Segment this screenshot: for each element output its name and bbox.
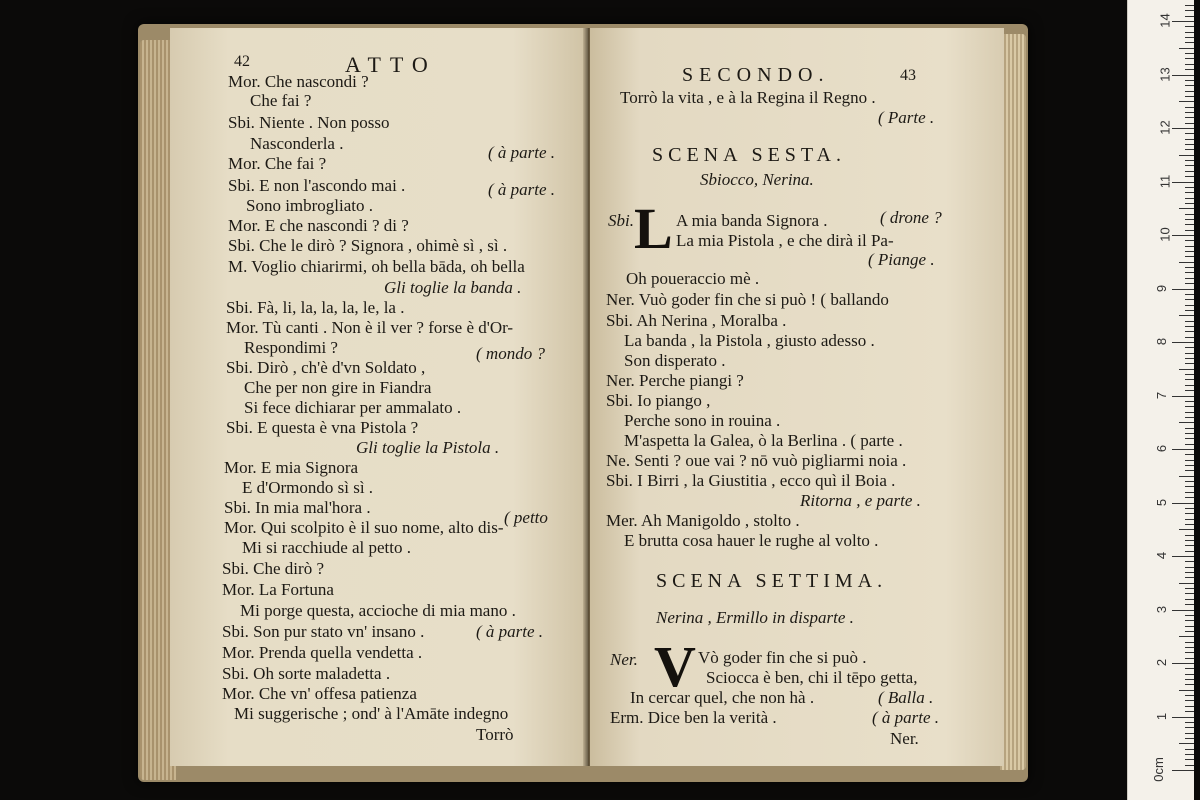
- page-number: 42: [234, 53, 250, 70]
- ruler-tick: [1185, 337, 1194, 338]
- text-line: Mer. Ah Manigoldo , stolto .: [606, 511, 800, 530]
- ruler-tick: [1185, 251, 1194, 252]
- ruler-tick: [1185, 593, 1194, 594]
- ruler-tick: [1172, 396, 1194, 397]
- ruler-tick: [1185, 326, 1194, 327]
- ruler-tick: [1179, 422, 1194, 423]
- ruler-label: 0cm: [1150, 757, 1166, 782]
- ruler-tick: [1179, 529, 1194, 530]
- ruler-tick: [1185, 551, 1194, 552]
- ruler-tick: [1185, 187, 1194, 188]
- ruler-label: 4: [1154, 551, 1170, 560]
- ruler-tick: [1185, 246, 1194, 247]
- ruler-tick: [1185, 240, 1194, 241]
- ruler-tick: [1185, 176, 1194, 177]
- ruler-tick: [1185, 133, 1194, 134]
- text-line: Sbi. I Birri , la Giustitia , ecco quì il Boia .: [606, 471, 896, 490]
- ruler-tick: [1185, 444, 1194, 445]
- ruler-tick: [1179, 743, 1194, 744]
- text-line: Mor. Che fai ?: [228, 154, 327, 173]
- text-line: M. Voglio chiarirmi, oh bella bāda, oh bella: [228, 257, 525, 276]
- ruler-tick: [1185, 37, 1194, 38]
- running-head: SECONDO.: [682, 64, 830, 86]
- text-line: Sciocca è ben, chi il tēpo getta,: [706, 668, 918, 687]
- ruler-tick: [1185, 160, 1194, 161]
- ruler-tick: [1185, 85, 1194, 86]
- stage-direction: ( Balla .: [878, 688, 934, 707]
- ruler-label: 10: [1157, 227, 1173, 242]
- ruler-tick: [1185, 561, 1194, 562]
- text-line: Ner. Vuò goder fin che si può ! ( ballando: [606, 290, 889, 309]
- text-line: Che per non gire in Fiandra: [244, 378, 432, 397]
- ruler-tick: [1185, 171, 1194, 172]
- ruler-tick: [1172, 289, 1194, 290]
- text-line: Sbi. Che dirò ?: [222, 559, 324, 578]
- ruler-tick: [1185, 631, 1194, 632]
- stage-direction: ( à parte .: [488, 143, 556, 162]
- ruler-tick: [1172, 663, 1194, 664]
- ruler-tick: [1185, 198, 1194, 199]
- ruler-tick: [1185, 470, 1194, 471]
- text-line: Son disperato .: [624, 351, 726, 370]
- ruler-tick: [1185, 321, 1194, 322]
- text-line: Ne. Senti ? oue vai ? nō vuò pigliarmi noia .: [606, 451, 907, 470]
- ruler-tick: [1185, 401, 1194, 402]
- ruler-tick: [1185, 711, 1194, 712]
- ruler-label: 8: [1154, 337, 1170, 346]
- text-line: Che fai ?: [250, 91, 312, 110]
- text-line: Torrò la vita , e à la Regina il Regno .: [620, 88, 876, 107]
- ruler-label: 12: [1157, 120, 1173, 135]
- drop-capital: L: [634, 196, 673, 261]
- text-line: Sbi. Dirò , ch'è d'vn Soldato ,: [226, 358, 426, 377]
- ruler-tick: [1185, 412, 1194, 413]
- ruler-tick: [1185, 658, 1194, 659]
- text-line: M'aspetta la Galea, ò la Berlina . ( parte .: [624, 431, 903, 450]
- ruler-tick: [1185, 545, 1194, 546]
- text-line: Mor. Che nascondi ?: [228, 72, 369, 91]
- ruler-tick: [1185, 203, 1194, 204]
- text-line: Erm. Dice ben la verità .: [610, 708, 777, 727]
- ruler-tick: [1185, 454, 1194, 455]
- ruler-label: 14: [1157, 13, 1173, 28]
- ruler-tick: [1185, 379, 1194, 380]
- ruler-tick: [1185, 438, 1194, 439]
- ruler-tick: [1185, 604, 1194, 605]
- ruler-tick: [1179, 208, 1194, 209]
- ruler-tick: [1185, 144, 1194, 145]
- text-line: Sbi. Niente . Non posso: [228, 113, 390, 132]
- ruler-tick: [1185, 535, 1194, 536]
- ruler-tick: [1185, 390, 1194, 391]
- ruler-tick: [1185, 256, 1194, 257]
- text-line: Si fece dichiarar per ammalato .: [244, 398, 462, 417]
- ruler-tick: [1172, 610, 1194, 611]
- ruler-tick: [1185, 765, 1194, 766]
- ruler-tick: [1185, 433, 1194, 434]
- stage-direction: Gli toglie la banda .: [384, 278, 522, 297]
- ruler-tick: [1179, 101, 1194, 102]
- scene-characters: Nerina , Ermillo in disparte .: [656, 608, 854, 627]
- ruler-tick: [1179, 48, 1194, 49]
- ruler-tick: [1185, 16, 1194, 17]
- text-line: Mi porge questa, accioche di mia mano .: [240, 601, 516, 620]
- text-line: Perche sono in rouina .: [624, 411, 781, 430]
- ruler-tick: [1185, 149, 1194, 150]
- stage-direction: ( à parte .: [872, 708, 940, 727]
- text-line: Sbi. Io piango ,: [606, 391, 711, 410]
- ruler-tick: [1185, 684, 1194, 685]
- ruler-tick: [1172, 717, 1194, 718]
- ruler-tick: [1185, 80, 1194, 81]
- catchword: Torrò: [476, 725, 514, 744]
- text-line: Mor. Tù canti . Non è il ver ? forse è d'Or-: [226, 318, 514, 337]
- ruler-tick: [1185, 278, 1194, 279]
- ruler-tick: [1185, 374, 1194, 375]
- right-page: [590, 28, 1004, 766]
- text-line: Sbi. Che le dirò ? Signora , ohimè sì , sì .: [228, 236, 508, 255]
- ruler-tick: [1179, 369, 1194, 370]
- text-line: Mor. E mia Signora: [224, 458, 359, 477]
- ruler-tick: [1185, 53, 1194, 54]
- text-line: Mi si racchiude al petto .: [242, 538, 412, 557]
- ruler-tick: [1185, 700, 1194, 701]
- ruler-tick: [1179, 636, 1194, 637]
- ruler-tick: [1172, 770, 1194, 771]
- ruler-label: 6: [1154, 444, 1170, 453]
- text-line: Sbi. E questa è vna Pistola ?: [226, 418, 419, 437]
- stage-direction: ( Piange .: [868, 250, 935, 269]
- ruler-tick: [1185, 192, 1194, 193]
- ruler-tick: [1185, 524, 1194, 525]
- stage-direction: Ritorna , e parte .: [800, 491, 921, 510]
- ruler-tick: [1172, 556, 1194, 557]
- ruler-tick: [1179, 690, 1194, 691]
- left-page: [170, 28, 588, 766]
- ruler-tick: [1185, 123, 1194, 124]
- text-line: Mi suggerische ; ond' à l'Amāte indegno: [234, 704, 509, 723]
- ruler-tick: [1185, 519, 1194, 520]
- text-line: Sbi. Oh sorte maladetta .: [222, 664, 391, 683]
- drop-capital: V: [654, 634, 696, 699]
- ruler-tick: [1185, 353, 1194, 354]
- ruler-tick: [1185, 492, 1194, 493]
- stage-direction: ( drone ?: [880, 208, 942, 227]
- ruler-tick: [1185, 508, 1194, 509]
- ruler-tick: [1185, 497, 1194, 498]
- ruler-tick: [1185, 310, 1194, 311]
- ruler-tick: [1185, 481, 1194, 482]
- stage-direction: ( mondo ?: [476, 344, 545, 363]
- ruler-tick: [1172, 449, 1194, 450]
- ruler-tick: [1179, 315, 1194, 316]
- text-line: Mor. Prenda quella vendetta .: [222, 643, 423, 662]
- ruler-tick: [1179, 262, 1194, 263]
- ruler-tick: [1179, 476, 1194, 477]
- text-line: Mor. La Fortuna: [222, 580, 334, 599]
- ruler-tick: [1185, 112, 1194, 113]
- stage-direction: ( à parte .: [476, 622, 544, 641]
- ruler-tick: [1185, 5, 1194, 6]
- stage-direction: ( à parte .: [488, 180, 556, 199]
- ruler-tick: [1185, 615, 1194, 616]
- ruler-tick: [1185, 588, 1194, 589]
- stage-direction: ( Parte .: [878, 108, 935, 127]
- text-line: La mia Pistola , e che dirà il Pa-: [676, 231, 894, 250]
- ruler-tick: [1185, 219, 1194, 220]
- ruler-tick: [1185, 58, 1194, 59]
- ruler-tick: [1185, 733, 1194, 734]
- scene-characters: Sbiocco, Nerina.: [700, 170, 814, 189]
- ruler-tick: [1185, 64, 1194, 65]
- ruler-tick: [1185, 620, 1194, 621]
- ruler-tick: [1185, 540, 1194, 541]
- page-number: 43: [900, 67, 916, 84]
- ruler-tick: [1185, 599, 1194, 600]
- text-line: E d'Ormondo sì sì .: [242, 478, 374, 497]
- ruler-label: 7: [1154, 391, 1170, 399]
- ruler-tick: [1185, 626, 1194, 627]
- text-line: Mor. Che vn' offesa patienza: [222, 684, 417, 703]
- ruler-tick: [1172, 21, 1194, 22]
- scene-heading: SCENA SETTIMA.: [656, 570, 888, 592]
- ruler-tick: [1185, 754, 1194, 755]
- ruler-tick: [1185, 42, 1194, 43]
- ruler-tick: [1185, 406, 1194, 407]
- speaker-label: Sbi.: [608, 211, 634, 230]
- ruler-tick: [1185, 107, 1194, 108]
- ruler-label: 5: [1154, 498, 1170, 506]
- ruler-tick: [1185, 642, 1194, 643]
- ruler-tick: [1185, 331, 1194, 332]
- ruler-tick: [1185, 460, 1194, 461]
- ruler-tick: [1185, 738, 1194, 739]
- running-head: ATTO: [345, 52, 437, 77]
- ruler-tick: [1185, 486, 1194, 487]
- ruler-tick: [1185, 347, 1194, 348]
- ruler-tick: [1172, 182, 1194, 183]
- text-line: Oh poueraccio mè .: [626, 269, 760, 288]
- ruler-tick: [1185, 706, 1194, 707]
- ruler-tick: [1185, 363, 1194, 364]
- ruler-tick: [1185, 652, 1194, 653]
- ruler-tick: [1179, 155, 1194, 156]
- text-line: Sbi. Fà, li, la, la, la, le, la .: [226, 298, 405, 317]
- ruler-tick: [1185, 32, 1194, 33]
- ruler-tick: [1185, 10, 1194, 11]
- ruler-tick: [1185, 214, 1194, 215]
- ruler-tick: [1185, 299, 1194, 300]
- ruler-tick: [1172, 342, 1194, 343]
- ruler-tick: [1185, 727, 1194, 728]
- ruler-tick: [1185, 513, 1194, 514]
- text-line: Sbi. Son pur stato vn' insano .: [222, 622, 425, 641]
- ruler-tick: [1185, 305, 1194, 306]
- measuring-ruler: [1127, 0, 1194, 800]
- ruler-tick: [1185, 572, 1194, 573]
- ruler-label: 2: [1154, 658, 1170, 667]
- ruler-tick: [1185, 465, 1194, 466]
- text-line: Respondimi ?: [244, 338, 338, 357]
- ruler-tick: [1185, 577, 1194, 578]
- ruler-tick: [1185, 567, 1194, 568]
- ruler-tick: [1185, 96, 1194, 97]
- ruler-label: 9: [1154, 284, 1170, 292]
- ruler-tick: [1185, 91, 1194, 92]
- ruler-tick: [1185, 417, 1194, 418]
- ruler-tick: [1185, 69, 1194, 70]
- ruler-tick: [1185, 139, 1194, 140]
- ruler-tick: [1185, 385, 1194, 386]
- text-line: E brutta cosa hauer le rughe al volto .: [624, 531, 879, 550]
- text-line: La banda , la Pistola , giusto adesso .: [624, 331, 875, 350]
- ruler-tick: [1185, 358, 1194, 359]
- ruler-tick: [1185, 674, 1194, 675]
- stage-direction: ( petto: [504, 508, 548, 527]
- ruler-tick: [1179, 583, 1194, 584]
- text-line: Mor. Qui scolpito è il suo nome, alto dis-: [224, 518, 504, 537]
- text-line: Nasconderla .: [250, 134, 344, 153]
- text-line: Sbi. E non l'ascondo mai .: [228, 176, 406, 195]
- ruler-label: 3: [1154, 605, 1170, 613]
- text-line: Sono imbrogliato .: [246, 196, 374, 215]
- text-line: Sbi. Ah Nerina , Moralba .: [606, 311, 787, 330]
- ruler-label: 13: [1157, 66, 1173, 82]
- ruler-tick: [1172, 128, 1194, 129]
- ruler-tick: [1185, 272, 1194, 273]
- scene-heading: SCENA SESTA.: [652, 144, 846, 166]
- text-line: Mor. E che nascondi ? di ?: [228, 216, 409, 235]
- ruler-tick: [1185, 165, 1194, 166]
- ruler-tick: [1185, 428, 1194, 429]
- ruler-tick: [1185, 283, 1194, 284]
- ruler-tick: [1185, 668, 1194, 669]
- ruler-tick: [1172, 75, 1194, 76]
- ruler-tick: [1185, 267, 1194, 268]
- ruler-tick: [1185, 759, 1194, 760]
- ruler-tick: [1185, 722, 1194, 723]
- text-line: A mia banda Signora .: [676, 211, 828, 230]
- ruler-tick: [1185, 230, 1194, 231]
- ruler-tick: [1172, 235, 1194, 236]
- ruler-tick: [1185, 679, 1194, 680]
- text-line: Ner. Perche piangi ?: [606, 371, 744, 390]
- speaker-label: Ner.: [610, 650, 638, 669]
- catchword: Ner.: [890, 729, 919, 748]
- ruler-label: 1: [1154, 712, 1170, 720]
- stage-direction: Gli toglie la Pistola .: [356, 438, 500, 457]
- text-line: In cercar quel, che non hà .: [630, 688, 815, 707]
- ruler-tick: [1185, 26, 1194, 27]
- ruler-label: 11: [1157, 174, 1173, 188]
- ruler-tick: [1172, 503, 1194, 504]
- ruler-tick: [1185, 749, 1194, 750]
- ruler-tick: [1185, 647, 1194, 648]
- ruler-tick: [1185, 224, 1194, 225]
- text-line: Sbi. In mia mal'hora .: [224, 498, 371, 517]
- ruler-tick: [1185, 695, 1194, 696]
- text-line: Vò goder fin che si può .: [698, 648, 867, 667]
- ruler-tick: [1185, 294, 1194, 295]
- ruler-tick: [1185, 117, 1194, 118]
